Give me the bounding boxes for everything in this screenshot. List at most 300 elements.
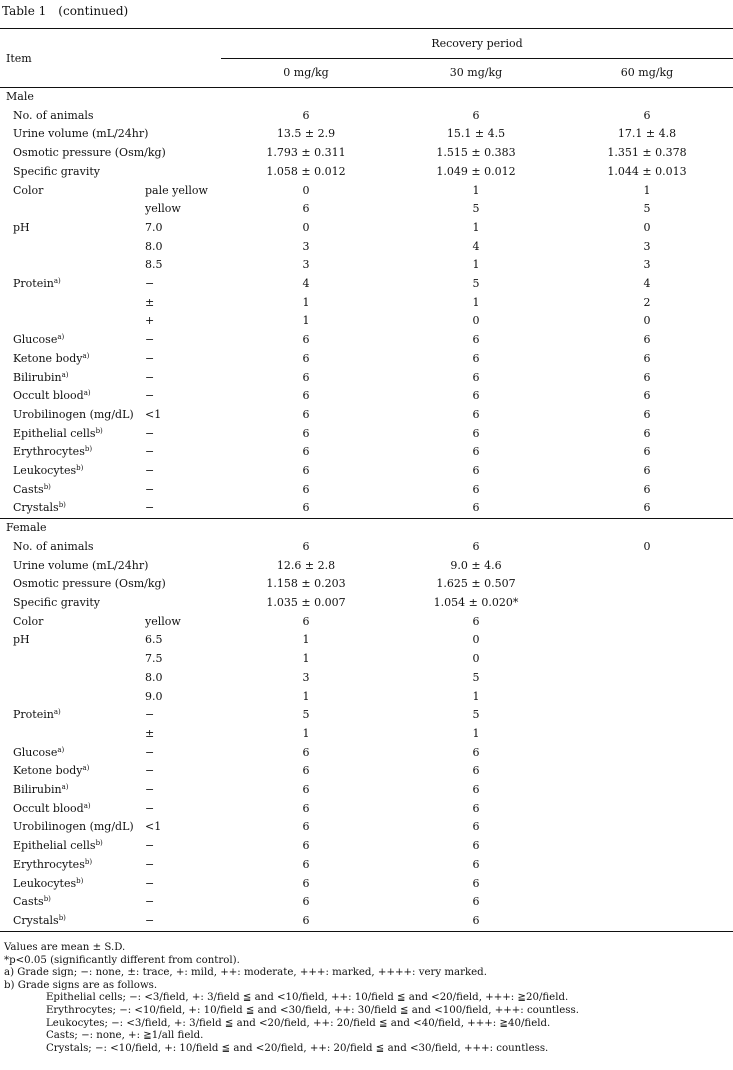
value-cell: 2 [643,295,651,309]
table-header [0,29,733,88]
grade-note-line: Casts; −: none, +: ≧1/all field. [46,1030,204,1042]
footnote-marker: a) [57,333,65,342]
value-cell [561,613,733,632]
footnote-marker: a) [83,389,91,398]
table-row [0,650,733,669]
value-cell: 6 [302,202,310,216]
value-cell: 1.793 ± 0.311 [266,146,346,160]
table-row [0,312,733,331]
table-row [0,499,733,518]
value-cell: 6 [472,876,480,890]
row-item-label: Glucose [13,333,58,347]
value-cell: 6 [472,389,480,403]
value-cell: 1 [472,726,480,740]
row-item [0,781,145,800]
value-cell: 6 [302,801,310,815]
row-subitem: − [145,764,155,778]
value-cell: 6 [472,426,480,440]
table-row [0,818,733,837]
table-row [0,219,733,238]
footnote-line: a) Grade sign; −: none, ±: trace, +: mild, ++: moderate, +++: marked, ++++: very marked. [4,967,487,979]
row-subitem: − [145,464,155,478]
footnote-line: *p<0.05 (significantly different from control). [4,954,240,966]
value-cell: 6 [302,482,310,496]
value-cell: 6 [302,407,310,421]
row-item-label: Ketone body [13,351,83,365]
row-item-label: pH [13,633,30,647]
row-item [0,406,145,425]
footnote-marker: b) [84,857,93,866]
urinalysis-table [0,28,733,932]
row-subitem: − [145,501,155,515]
value-cell: 6 [472,857,480,871]
value-cell: 17.1 ± 4.8 [617,127,677,141]
value-cell: 15.1 ± 4.5 [446,127,506,141]
value-cell: 6 [472,370,480,384]
value-cell: 1.054 ± 0.020* [433,595,519,609]
table-row [0,425,733,444]
value-cell: 6 [472,614,480,628]
row-subitem [145,557,221,576]
value-cell: 6 [643,464,651,478]
value-cell [561,837,733,856]
row-subitem: − [145,857,155,871]
table-row [0,182,733,201]
row-item-label: Occult blood [13,389,84,403]
value-cell: 6 [302,745,310,759]
value-cell: 1 [472,295,480,309]
row-subitem [145,107,221,126]
row-item [0,107,145,126]
value-cell: 6 [302,895,310,909]
value-cell: 6 [302,539,310,553]
row-item-label: Urine volume (mL/24hr) [13,127,149,141]
row-subitem: yellow [145,614,181,628]
row-item [0,912,145,931]
footnote-marker: b) [76,464,84,473]
value-cell: 6 [472,820,480,834]
row-subitem: − [145,351,155,365]
table-row [0,557,733,576]
table-caption: Table 1 (continued) [2,4,129,18]
footnote-marker: a) [53,708,61,717]
value-cell: 1 [643,183,651,197]
value-cell: 6 [472,801,480,815]
value-cell: 6 [302,108,310,122]
row-item [0,387,145,406]
value-cell: 6 [643,389,651,403]
row-item [0,238,145,257]
value-cell: 1.044 ± 0.013 [607,164,687,178]
value-cell: 1.625 ± 0.507 [436,577,516,591]
footnote-marker: a) [82,351,90,360]
footnote-marker: b) [95,426,103,435]
table-row [0,462,733,481]
row-item-label: Protein [13,708,54,722]
table-row [0,856,733,875]
table-row [0,350,733,369]
table-row [0,800,733,819]
value-cell: 5 [472,202,480,216]
value-cell: 6 [391,912,561,931]
value-cell: 1 [302,689,310,703]
row-item [0,575,166,594]
value-cell [561,631,733,650]
row-item [0,481,145,500]
value-cell: 1 [302,314,310,328]
value-cell [561,781,733,800]
value-cell: 6 [472,745,480,759]
table-row [0,837,733,856]
row-subitem: − [145,389,155,403]
row-item [0,744,145,763]
dose-header-0: 0 mg/kg [283,66,329,79]
row-subitem: − [145,708,155,722]
row-subitem: − [145,482,155,496]
row-subitem: 9.0 [145,689,163,703]
table-row [0,163,733,182]
row-subitem: <1 [145,820,162,834]
row-subitem: − [145,370,155,384]
row-item [0,762,145,781]
row-item [0,818,145,837]
value-cell: 3 [302,258,310,272]
value-cell: 6 [302,501,310,515]
footnote-marker: a) [82,764,90,773]
row-item-label: pH [13,220,30,234]
row-item-label: Casts [13,895,44,909]
row-item [0,182,145,201]
row-subitem: ± [145,726,155,740]
value-cell [561,669,733,688]
row-item-label: Color [13,614,44,628]
table-row [0,481,733,500]
table-row [0,875,733,894]
row-item-label: Protein [13,277,54,291]
table-row [0,256,733,275]
row-item-label: No. of animals [13,108,94,122]
footnote-marker: b) [95,839,103,848]
value-cell: 13.5 ± 2.9 [276,127,336,141]
row-subitem: − [145,745,155,759]
value-cell: 6 [643,407,651,421]
row-subitem [145,163,221,182]
footnote-marker: b) [84,445,93,454]
value-cell: 6 [472,501,480,515]
recovery-period-header: Recovery period [221,29,733,59]
value-cell [561,800,733,819]
value-cell: 6 [302,351,310,365]
row-item-label: Osmotic pressure (Osm/kg) [13,577,166,591]
value-cell: 1 [472,689,480,703]
row-item-label: Epithelial cells [13,839,96,853]
row-item-label: Leukocytes [13,464,77,478]
value-cell: 6 [302,445,310,459]
value-cell: 1 [302,295,310,309]
value-cell [561,875,733,894]
row-item-label: Ketone body [13,764,83,778]
row-item [0,538,145,557]
footnote-marker: a) [83,801,91,810]
value-cell: 6 [643,482,651,496]
footnote-marker: b) [43,895,51,904]
value-cell: 5 [472,708,480,722]
row-item-label: Specific gravity [13,164,100,178]
row-item [0,462,145,481]
value-cell: 6 [472,407,480,421]
row-item [0,800,145,819]
row-item [0,837,145,856]
footnote-marker: b) [58,913,66,922]
table-row [0,594,733,613]
value-cell: 6 [643,108,651,122]
row-subitem: − [145,333,155,347]
value-cell [561,893,733,912]
row-item [0,256,145,275]
row-item [0,613,145,632]
row-subitem: 8.5 [145,258,163,272]
value-cell: 1.035 ± 0.007 [266,595,346,609]
value-cell [561,575,733,594]
row-item [0,219,145,238]
dose-header-30: 30 mg/kg [449,66,503,79]
row-item [0,893,145,912]
item-column-header: Item [6,51,32,65]
value-cell: 0 [302,183,310,197]
row-item-label: Specific gravity [13,595,100,609]
table-row [0,538,733,557]
value-cell: 3 [643,239,651,253]
value-cell: 6 [302,764,310,778]
table-row [0,238,733,257]
row-item-label: Occult blood [13,801,84,815]
value-cell: 6 [643,445,651,459]
table-row [0,294,733,313]
row-item [0,443,145,462]
value-cell: 0 [643,539,651,553]
value-cell: 1.515 ± 0.383 [436,146,516,160]
row-item [0,350,145,369]
value-cell: 6 [302,464,310,478]
value-cell [561,856,733,875]
row-subitem: <1 [145,407,162,421]
table-row [0,725,733,744]
row-item-label: Erythrocytes [13,857,85,871]
row-subitem: − [145,277,155,291]
value-cell: 5 [302,708,310,722]
row-item [0,369,145,388]
row-item-label: Erythrocytes [13,445,85,459]
row-item [0,688,145,707]
row-subitem: 6.5 [145,633,163,647]
footnote-line: b) Grade signs are as follows. [4,979,158,991]
table-row [0,387,733,406]
row-subitem: − [145,876,155,890]
footnote-marker: a) [61,783,69,792]
row-item [0,331,145,350]
value-cell: 6 [472,539,480,553]
value-cell: 0 [472,633,480,647]
row-item-label: Leukocytes [13,876,77,890]
row-item [0,275,145,294]
row-subitem: − [145,801,155,815]
value-cell: 0 [472,652,480,666]
table-row [0,331,733,350]
value-cell: 12.6 ± 2.8 [276,558,336,572]
value-cell [561,725,733,744]
grade-note-line: Crystals; −: <10/field, +: 10/field ≦ and <20/field, ++: 20/field ≦ and <30/field, +++: countless. [46,1042,549,1054]
row-item [0,557,149,576]
row-item [0,163,145,182]
row-item [0,144,166,163]
grade-note-line: Erythrocytes; −: <10/field, +: 10/field ≦ and <30/field, ++: 30/field ≦ and <100/field, +++: countless. [46,1004,580,1016]
value-cell: 9.0 ± 4.6 [450,558,502,572]
value-cell: 6 [643,333,651,347]
value-cell [561,706,733,725]
row-subitem: 7.5 [145,652,163,666]
value-cell: 6 [302,333,310,347]
row-item-label: Urobilinogen (mg/dL) [13,407,134,421]
row-item-label: Crystals [13,501,59,515]
value-cell: 6 [302,839,310,853]
value-cell: 6 [472,333,480,347]
table-row [0,893,733,912]
footnote-marker: b) [43,482,51,491]
row-subitem: pale yellow [145,183,208,197]
value-cell [561,650,733,669]
table-row [0,275,733,294]
footnote-marker: a) [53,277,61,286]
grade-note-line: Epithelial cells; −: <3/field, +: 3/field ≦ and <10/field, ++: 10/field ≦ and <20/field, +++: ≧20/field. [46,992,569,1004]
table-row [0,125,733,144]
value-cell: 6 [472,351,480,365]
row-subitem: 8.0 [145,670,163,684]
value-cell: 6 [302,820,310,834]
row-item-label: Bilirubin [13,370,62,384]
table-row [0,200,733,219]
row-item [0,706,145,725]
value-cell: 4 [302,277,310,291]
value-cell: 6 [472,783,480,797]
value-cell: 4 [643,277,651,291]
value-cell: 3 [302,670,310,684]
table-row [0,912,733,931]
value-cell: 6 [302,857,310,871]
row-item [0,669,145,688]
value-cell [561,744,733,763]
row-subitem: ± [145,295,155,309]
row-subitem: − [145,783,155,797]
value-cell [561,557,733,576]
table-body [0,88,733,932]
row-subitem: − [145,839,155,853]
value-cell: 1 [302,652,310,666]
value-cell: 1.351 ± 0.378 [607,146,687,160]
value-cell: 1 [472,220,480,234]
value-cell: 1.158 ± 0.203 [266,577,346,591]
value-cell: 6 [221,912,391,931]
value-cell: 6 [302,426,310,440]
section-label: Female [0,519,733,538]
value-cell: 6 [643,370,651,384]
value-cell: 1.058 ± 0.012 [266,164,346,178]
value-cell: 6 [302,876,310,890]
row-item [0,499,145,518]
row-item [0,631,145,650]
value-cell: 3 [302,239,310,253]
value-cell: 0 [643,220,651,234]
value-cell: 6 [472,839,480,853]
grade-note-line: Leukocytes; −: <3/field, +: 3/field ≦ and <20/field, ++: 20/field ≦ and <40/field, +++: ≧40/field. [46,1017,551,1029]
value-cell [561,762,733,781]
footnote-marker: a) [57,745,65,754]
table-row [0,762,733,781]
row-item [0,312,145,331]
table-row [0,144,733,163]
row-subitem: − [145,912,221,931]
table-row [0,575,733,594]
value-cell [561,912,733,931]
value-cell: 5 [472,670,480,684]
row-item-label: Osmotic pressure (Osm/kg) [13,146,166,160]
table-row [0,369,733,388]
row-subitem: − [145,895,155,909]
row-item-label: Glucose [13,745,58,759]
value-cell: 3 [643,258,651,272]
dose-header-60: 60 mg/kg [620,66,674,79]
footnote-line: Values are mean ± S.D. [4,942,126,953]
row-subitem: − [145,445,155,459]
table-row [0,688,733,707]
row-item [0,294,145,313]
value-cell: 1 [472,183,480,197]
row-subitem: + [145,314,155,328]
value-cell: 6 [302,614,310,628]
table-row [0,744,733,763]
value-cell: 6 [472,895,480,909]
value-cell: 1 [472,258,480,272]
row-subitem [145,594,221,613]
footnote-marker: a) [61,370,69,379]
footnotes [4,942,579,1055]
value-cell [561,818,733,837]
footnote-marker: b) [76,876,84,885]
table-row [0,631,733,650]
row-item-label: Bilirubin [13,783,62,797]
row-item [0,425,145,444]
value-cell: 6 [302,389,310,403]
value-cell: 6 [472,108,480,122]
value-cell: 1.049 ± 0.012 [436,164,516,178]
row-item [0,875,145,894]
value-cell: 1 [302,726,310,740]
table-row [0,613,733,632]
value-cell: 0 [643,314,651,328]
row-subitem [145,125,221,144]
value-cell: 6 [643,501,651,515]
row-item [0,725,145,744]
row-item [0,594,145,613]
value-cell: 5 [472,277,480,291]
row-item-label: Color [13,183,44,197]
value-cell: 6 [643,351,651,365]
row-subitem [145,538,221,557]
row-item-label: Urobilinogen (mg/dL) [13,820,134,834]
value-cell: 6 [472,764,480,778]
row-item [0,856,145,875]
row-item-label: No. of animals [13,539,94,553]
row-subitem: − [145,426,155,440]
